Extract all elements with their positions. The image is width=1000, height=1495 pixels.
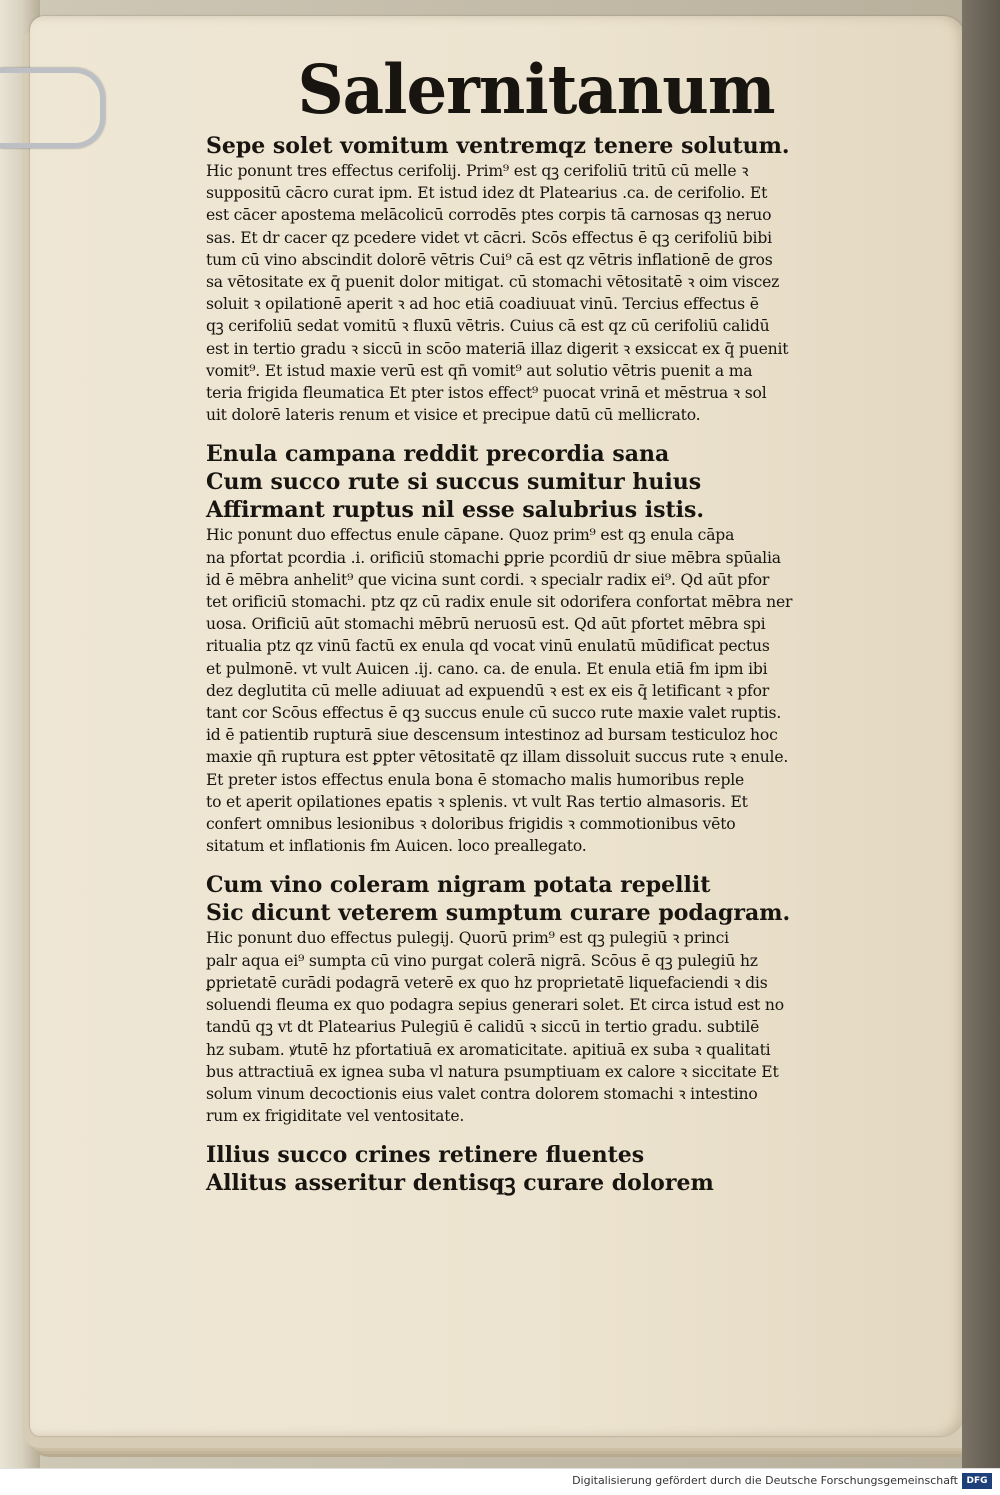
gloss-line: Hic ponunt tres effectus cerifolij. Prim⁹ est qꝫ cerifoliū tritū cū melle ꝛ — [206, 162, 749, 180]
verse-line: Allitus asseritur dentisqꝫ curare dolorem — [206, 1170, 714, 1197]
section-gap — [206, 857, 866, 871]
gloss-line: maxie qn̄ ruptura est ꝑpter vētositatē qz illam dissoluit succus rute ꝛ enule. — [206, 748, 789, 767]
verse-line: Sic dicunt veterem sumptum curare podagram. — [206, 900, 791, 927]
gloss-line: ritualia ptz qz vinū factū ex enula qd vocat vinū enulatū mūdificat pectus — [206, 637, 770, 656]
gloss-line: sas. Et dr cacer qz pcedere videt vt cācri. Scōs effectus ē qꝫ cerifoliū bibi — [206, 228, 772, 247]
gloss-line: rum ex frigiditate vel ventositate. — [206, 1107, 465, 1126]
gloss-line: teria frigida fleumatica Et pter istos effect⁹ puocat vrinā et mēstrua ꝛ sol — [206, 384, 767, 403]
gloss-line: uosa. Orificiū aūt stomachi mēbrū neruosū est. Qd aūt pfortet mēbra spi — [206, 615, 766, 634]
gloss-line: et pulmonē. vt vult Auicen .ij. cano. ca. de enula. Et enula etiā ẜm ipm ibi — [206, 659, 768, 678]
page-text — [206, 50, 866, 1197]
gloss-line: tant cor Scōus effectus ē qꝫ succus enule cū succo rute maxie valet ruptis. — [206, 704, 782, 723]
gloss-line: soluendi fleuma ex quo podagra sepius generari solet. Et circa istud est no — [206, 996, 784, 1015]
text-section — [206, 1141, 866, 1197]
section-gap — [206, 426, 866, 440]
dfg-logo-icon: DFG — [962, 1473, 992, 1489]
gloss-line: palr aqua ei⁹ sumpta cū vino purgat colerā nigrā. Scōus ē qꝫ pulegiū hz — [206, 951, 758, 970]
funding-note: Digitalisierung gefördert durch die Deutsche Forschungsgemeinschaft — [572, 1474, 958, 1487]
gloss-line: id ē mēbra anhelit⁹ que vicina sunt cordi. ꝛ specialr radix ei⁹. Qd aūt pfor — [206, 570, 770, 589]
gloss-line: id ē patientib rupturā siue descensum intestinoz ad bursam testiculoz hoc — [206, 726, 778, 745]
verse-line: Cum succo rute si succus sumitur huius — [206, 469, 702, 496]
verse-line: Enula campana reddit precordia sana — [206, 441, 670, 468]
verse-line: Sepe solet vomitum ventremqz tenere solutum. — [206, 133, 790, 159]
verse-line: Illius succo crines retinere fluentes — [206, 1142, 645, 1169]
gloss-line: na pfortat pcordia .i. orificiū stomachi ꝑprie pcordiū dr siue mēbra spūalia — [206, 548, 781, 567]
gloss-line: qꝫ cerifoliū sedat vomitū ꝛ fluxū vētris. Cuius cā est qz cū cerifoliū calidū — [206, 317, 770, 336]
gloss-line: Hic ponunt duo effectus enule cāpane. Quoz prim⁹ est qꝫ enula cāpa — [206, 526, 735, 545]
text-section — [206, 440, 866, 857]
text-section — [206, 871, 866, 1127]
gloss-line: uit dolorē lateris renum et visice et precipue datū cū mellicrato. — [206, 406, 701, 425]
gloss-line: sa vētositate ex q̄ puenit dolor mitigat. cū stomachi vētositatē ꝛ oim viscez — [206, 273, 780, 292]
facing-page-edge — [962, 0, 1000, 1468]
gloss-line: hz subam. ꝟtutē hz pfortatiuā ex aromaticitate. apitiuā ex suba ꝛ qualitati — [206, 1040, 771, 1059]
gloss-line: soluit ꝛ opilationē aperit ꝛ ad hoc etiā coadiuuat vinū. Tercius effectus ē — [206, 295, 759, 314]
gloss-line: sitatum et inflationis ẜm Auicen. loco preallegato. — [206, 837, 587, 856]
page-clip — [0, 68, 105, 148]
text-sections — [206, 132, 866, 1197]
gloss-line: dez deglutita cū melle adiuuat ad expuendū ꝛ est ex eis q̄ letificant ꝛ pfor — [206, 681, 770, 700]
gloss-line: est in tertio gradu ꝛ siccū in scōo materiā illaz digerit ꝛ exsiccat ex q̄ puenit — [206, 339, 789, 358]
section-gap — [206, 1127, 866, 1141]
verse-line: Affirmant ruptus nil esse salubrius istis. — [206, 497, 705, 524]
gloss-line: tandū qꝫ vt dt Platearius Pulegiū ē calidū ꝛ siccū in tertio gradu. subtilē — [206, 1018, 760, 1037]
gloss-line: est cācer apostema melācolicū corrodēs ptes corpis tā carnosas qꝫ neruo — [206, 206, 772, 225]
running-head: Salernitanum — [297, 51, 775, 130]
gloss-line: tum cū vino abscindit dolorē vētris Cui⁹ cā est qz vētris inflationē de gros — [206, 250, 773, 269]
gloss-line: tet orificiū stomachi. ptz qz cū radix enule sit odorifera confortat mēbra ner — [206, 593, 793, 612]
gloss-line: to et aperit opilationes epatis ꝛ splenis. vt vult Ras tertio almasoris. Et — [206, 792, 748, 811]
gloss-line: solum vinum decoctionis eius valet contra dolorem stomachi ꝛ intestino — [206, 1084, 758, 1103]
gloss-line: ꝑprietatē curādi podagrā veterē ex quo hz proprietatē liquefaciendi ꝛ dis — [206, 973, 768, 992]
gloss-line: vomit⁹. Et istud maxie verū est qn̄ vomit⁹ aut solutio vētris puenit a ma — [206, 361, 753, 380]
text-section — [206, 132, 866, 426]
gloss-line: bus attractiuā ex ignea suba vl natura psumptiuam ex calore ꝛ siccitate Et — [206, 1062, 779, 1081]
gloss-line: suppositū cācro curat ipm. Et istud idez dt Platearius .ca. de cerifolio. Et — [206, 184, 768, 203]
footer-bar — [0, 1468, 1000, 1495]
gloss-line: Hic ponunt duo effectus pulegij. Quorū prim⁹ est qꝫ pulegiū ꝛ princi — [206, 929, 729, 948]
gloss-line: confert omnibus lesionibus ꝛ doloribus frigidis ꝛ commotionibus vēto — [206, 815, 736, 834]
gloss-line: Et preter istos effectus enula bona ē stomacho malis humoribus reple — [206, 770, 745, 789]
verse-line: Cum vino coleram nigram potata repellit — [206, 872, 711, 899]
